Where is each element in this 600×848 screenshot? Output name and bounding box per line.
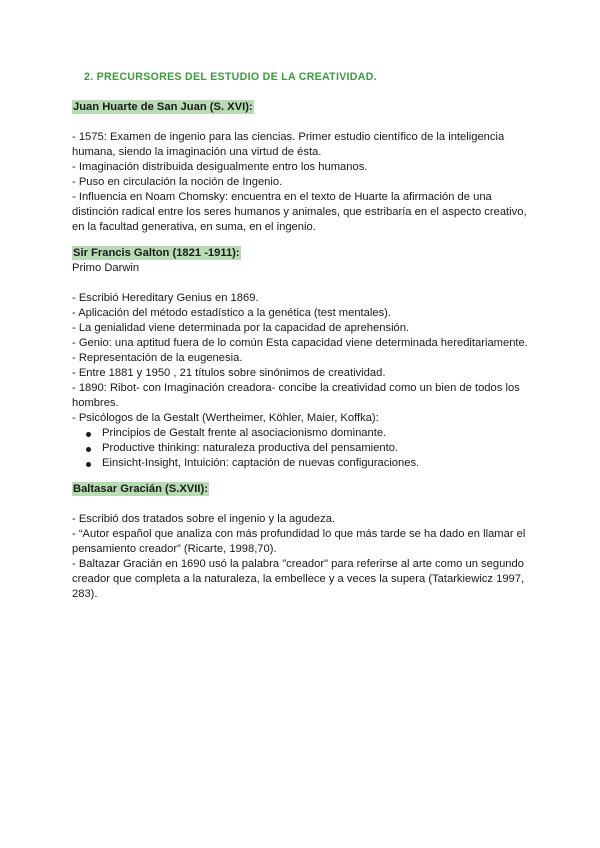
huarte-section: [72, 100, 542, 235]
list-item: [72, 456, 542, 471]
galton-line: - Representación de la eugenesia.: [72, 352, 243, 364]
huarte-line: - Imaginación distribuida desigualmente entro los humanos.: [72, 161, 368, 173]
gracian-line: - “Autor español que analiza con más profundidad lo que más tarde se ha dado en llamar el: [72, 528, 526, 540]
gracian-line: creador que completa a la naturaleza, la embellece y a veces la supera (Tatarkiewicz 1997,: [72, 573, 525, 585]
list-item: [72, 441, 542, 456]
huarte-line: en la facultad generativa, en suma, en el ingenio.: [72, 221, 316, 233]
bullet-text: Productive thinking: naturaleza productiva del pensamiento.: [102, 442, 399, 454]
galton-heading: Sir Francis Galton (1821 -1911):: [73, 247, 240, 259]
galton-line: - Escribió Hereditary Genius en 1869.: [72, 292, 259, 304]
gracian-line: pensamiento creador” (Ricarte, 1998,70).: [72, 543, 277, 555]
bullet-text: Einsicht-Insight, Intuición: captación de nuevas configuraciones.: [102, 457, 420, 469]
galton-line: - La genialidad viene determinada por la capacidad de aprehensión.: [72, 322, 410, 334]
galton-line: - Genio: una aptitud fuera de lo común Esta capacidad viene determinada hereditariamente.: [72, 337, 528, 349]
galton-line: - 1890: Ribot- con Imaginación creadora- concibe la creatividad como un bien de todos los: [72, 382, 520, 394]
list-item: [72, 426, 542, 441]
galton-line: hombres.: [72, 397, 119, 409]
huarte-line: - Puso en circulación la noción de Ingenio.: [72, 176, 283, 188]
huarte-line: - 1575: Examen de ingenio para las ciencias. Primer estudio científico de la inteligencia: [72, 131, 505, 143]
bullet-icon: [86, 432, 91, 437]
huarte-line: distinción radical entre los seres humanos y animales, que estribaría en el aspecto creativo,: [72, 206, 527, 218]
huarte-line: humana, siendo la imaginación una virtud de ésta.: [72, 146, 322, 158]
gracian-line: - Baltazar Gracián en 1690 usó la palabra "creador" para referirse al arte como un segundo: [72, 558, 524, 570]
section-heading: 2. PRECURSORES DEL ESTUDIO DE LA CREATIVIDAD.: [84, 71, 377, 83]
galton-line: - Psicólogos de la Gestalt (Wertheimer, Köhler, Maier, Koffka):: [72, 412, 379, 424]
galton-line: - Aplicación del método estadístico a la genética (test mentales).: [72, 307, 392, 319]
galton-subtitle: Primo Darwin: [72, 262, 140, 274]
huarte-line: - Influencia en Noam Chomsky: encuentra en el texto de Huarte la afirmación de una: [72, 191, 492, 203]
gracian-section: [72, 482, 542, 602]
galton-section: [72, 246, 542, 471]
galton-line: - Entre 1881 y 1950 , 21 títulos sobre sinónimos de creatividad.: [72, 367, 386, 379]
bullet-text: Principios de Gestalt frente al asociacionismo dominante.: [102, 427, 387, 439]
gracian-heading: Baltasar Gracián (S.XVII):: [73, 483, 208, 495]
document-page: [72, 70, 542, 602]
huarte-heading: Juan Huarte de San Juan (S. XVI):: [73, 101, 253, 113]
gracian-line: - Escribió dos tratados sobre el ingenio y la agudeza.: [72, 513, 336, 525]
gracian-line: 283).: [72, 588, 98, 600]
bullet-icon: [86, 447, 91, 452]
gestalt-bullet-list: [72, 426, 542, 471]
bullet-icon: [86, 462, 91, 467]
